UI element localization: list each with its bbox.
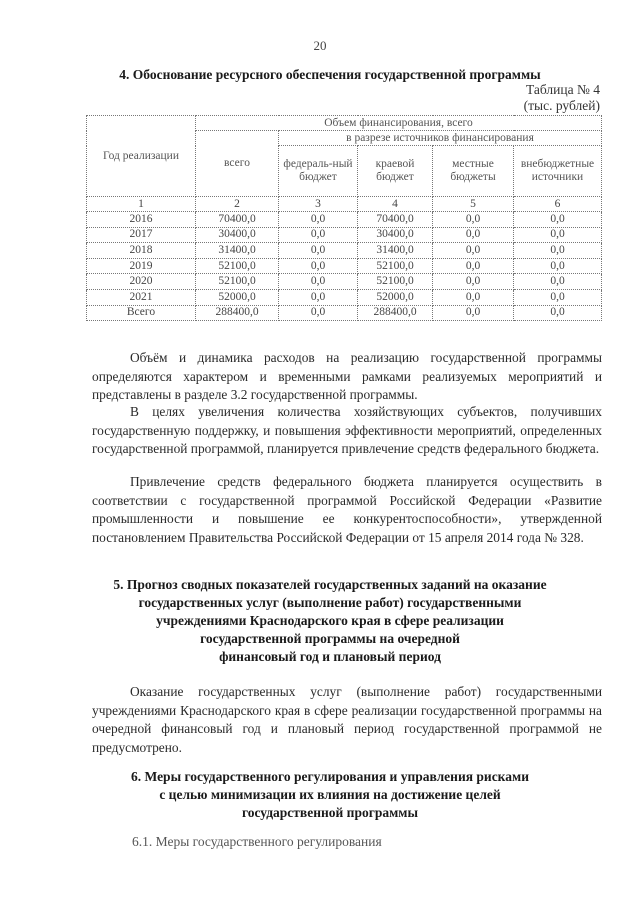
cell-federal: 0,0 bbox=[279, 289, 358, 305]
cell-federal: 0,0 bbox=[279, 227, 358, 243]
section-5-title-line: государственной программы на очередной bbox=[200, 631, 460, 646]
cell-regional: 52100,0 bbox=[358, 258, 433, 274]
cell-extrabudget: 0,0 bbox=[514, 258, 602, 274]
cell-regional: 52100,0 bbox=[358, 274, 433, 290]
section-5-title-line: государственных услуг (выполнение работ) государственными bbox=[138, 595, 522, 610]
cell-regional: 31400,0 bbox=[358, 243, 433, 259]
cell-federal: 0,0 bbox=[279, 212, 358, 228]
header-regional: краевой бюджет bbox=[358, 146, 433, 197]
cell-federal: 0,0 bbox=[279, 243, 358, 259]
section-6-title-line: государственной программы bbox=[241, 805, 419, 820]
header-sources: в разрезе источников финансирования bbox=[279, 131, 602, 146]
cell-year: 2019 bbox=[87, 258, 196, 274]
cell-federal: 0,0 bbox=[279, 305, 358, 321]
cell-year: 2016 bbox=[87, 212, 196, 228]
cell-extrabudget: 0,0 bbox=[514, 305, 602, 321]
section-6-title-line: с целью минимизации их влияния на достижение целей bbox=[159, 787, 501, 802]
cell-federal: 0,0 bbox=[279, 274, 358, 290]
section-6-title bbox=[60, 768, 600, 822]
cell-total: 31400,0 bbox=[196, 243, 279, 259]
section-5-title bbox=[60, 576, 600, 666]
cell-total: 52100,0 bbox=[196, 274, 279, 290]
cell-regional: 52000,0 bbox=[358, 289, 433, 305]
header-federal: федераль-ный бюджет bbox=[279, 146, 358, 197]
header-total: всего bbox=[196, 131, 279, 197]
cell-local: 0,0 bbox=[433, 274, 514, 290]
header-local: местные бюджеты bbox=[433, 146, 514, 197]
header-volume: Объем финансирования, всего bbox=[196, 116, 602, 131]
section-4-title: 4. Обоснование ресурсного обеспечения государственной программы bbox=[119, 67, 541, 82]
table-label: Таблица № 4 bbox=[526, 82, 600, 97]
table-row bbox=[87, 227, 602, 243]
table-number-row bbox=[87, 197, 602, 212]
cell-extrabudget: 0,0 bbox=[514, 243, 602, 259]
cell-local: 0,0 bbox=[433, 289, 514, 305]
cell-year: 2018 bbox=[87, 243, 196, 259]
subsection-6-1-title: 6.1. Меры государственного регулирования bbox=[132, 834, 382, 849]
cell-total: 30400,0 bbox=[196, 227, 279, 243]
paragraph bbox=[92, 473, 602, 547]
table-row bbox=[87, 274, 602, 290]
cell-year: 2017 bbox=[87, 227, 196, 243]
cell-federal: 0,0 bbox=[279, 258, 358, 274]
table-row bbox=[87, 289, 602, 305]
cell-year: 2020 bbox=[87, 274, 196, 290]
column-number: 5 bbox=[433, 197, 514, 212]
column-number: 1 bbox=[87, 197, 196, 212]
cell-extrabudget: 0,0 bbox=[514, 274, 602, 290]
financing-table bbox=[86, 115, 602, 321]
paragraph-text: В целях увеличения количества хозяйствующих субъектов, получивших государственную поддержку, и повышения эффективности мероприятий, определенных государственной программой, планируется привлечение средств федерального бюджета. bbox=[92, 404, 602, 456]
column-number: 4 bbox=[358, 197, 433, 212]
column-number: 3 bbox=[279, 197, 358, 212]
paragraph-text: Привлечение средств федерального бюджета планируется осуществить в соответствии с государственной программой Российской Федерации «Развитие промышленности и повышение ее конкурентоспособности», утвержденной постановлением Правительства Российской Федерации от 15 апреля 2014 года № 328. bbox=[92, 474, 602, 545]
section-5-title-line: 5. Прогноз сводных показателей государственных заданий на оказание bbox=[113, 577, 547, 592]
cell-total: 288400,0 bbox=[196, 305, 279, 321]
table-units: (тыс. рублей) bbox=[523, 98, 600, 113]
paragraph bbox=[92, 403, 602, 459]
table-row bbox=[87, 243, 602, 259]
cell-local: 0,0 bbox=[433, 258, 514, 274]
cell-local: 0,0 bbox=[433, 227, 514, 243]
paragraph bbox=[92, 683, 602, 757]
table-row bbox=[87, 212, 602, 228]
cell-regional: 70400,0 bbox=[358, 212, 433, 228]
paragraph-text: Объём и динамика расходов на реализацию государственной программы определяются характером и временными рамками реализуемых мероприятий и представлены в разделе 3.2 государственной программы. bbox=[92, 350, 602, 402]
paragraph-text: Оказание государственных услуг (выполнение работ) государственными учреждениями Краснодарского края в сфере реализации государственной программы на очередной финансовый год и плановый период государственной программой не предусмотрено. bbox=[92, 684, 602, 755]
cell-total: 52000,0 bbox=[196, 289, 279, 305]
cell-year: Всего bbox=[87, 305, 196, 321]
cell-extrabudget: 0,0 bbox=[514, 212, 602, 228]
header-extrabudget: внебюджетные источники bbox=[514, 146, 602, 197]
table-row bbox=[87, 258, 602, 274]
cell-total: 52100,0 bbox=[196, 258, 279, 274]
table-total-row bbox=[87, 305, 602, 321]
cell-local: 0,0 bbox=[433, 243, 514, 259]
column-number: 2 bbox=[196, 197, 279, 212]
column-number: 6 bbox=[514, 197, 602, 212]
cell-local: 0,0 bbox=[433, 305, 514, 321]
cell-regional: 30400,0 bbox=[358, 227, 433, 243]
paragraph bbox=[92, 349, 602, 405]
section-6-title-line: 6. Меры государственного регулирования и управления рисками bbox=[131, 769, 529, 784]
cell-regional: 288400,0 bbox=[358, 305, 433, 321]
cell-total: 70400,0 bbox=[196, 212, 279, 228]
page-number: 20 bbox=[313, 38, 327, 53]
cell-extrabudget: 0,0 bbox=[514, 227, 602, 243]
cell-extrabudget: 0,0 bbox=[514, 289, 602, 305]
header-year: Год реализации bbox=[87, 116, 196, 197]
cell-year: 2021 bbox=[87, 289, 196, 305]
section-5-title-line: финансовый год и плановый период bbox=[219, 649, 441, 664]
cell-local: 0,0 bbox=[433, 212, 514, 228]
section-5-title-line: учреждениями Краснодарского края в сфере реализации bbox=[156, 613, 504, 628]
